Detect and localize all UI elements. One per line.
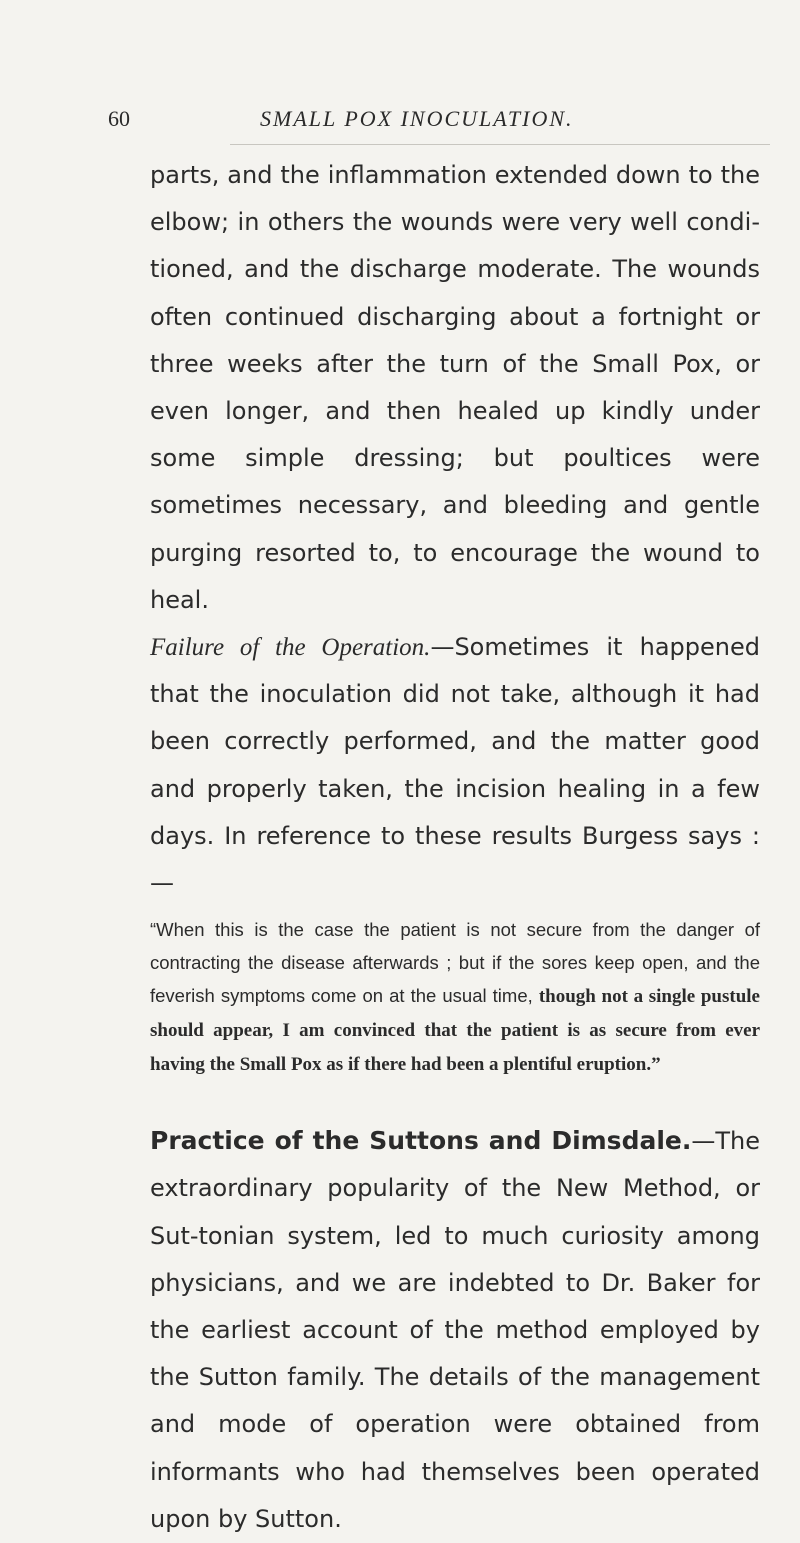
paragraph-suttons-text: —The extraordinary popularity of the New Method, or Sut-tonian system, led to much curiosity among physicians, and we are indebted to Dr. Baker for the earliest account of the method employed by the Sutton family. The details of the management and mode of operation were obtained from informants who had themselves been operated upon by Sutton.: [150, 1127, 760, 1533]
quote-regular-text: “When this is the case the patient is not secure from the danger of contracting the disease afterwards ; but if the sores keep open, and the feverish symptoms come on at the usual time,: [150, 919, 760, 1007]
paragraph-failure-text: —Sometimes it happened that the inoculation did not take, although it had been correctly performed, and the matter good and properly taken, the incision healing in a few days. In reference to these results Burgess says :—: [150, 633, 760, 898]
running-head: [108, 106, 768, 136]
running-title: SMALL POX INOCULATION.: [260, 106, 574, 131]
section-lead-failure: Failure of the Operation.: [150, 634, 431, 662]
quote-bold-text: though not a single pustule should appear, I am convinced that the patient is as secure from ever having the Small Pox as if there had been a plentiful eruption.”: [150, 986, 760, 1076]
paragraph-failure-of-operation: [150, 624, 760, 907]
section-heading-suttons: Practice of the Suttons and Dimsdale.: [150, 1126, 692, 1156]
page-number: 60: [108, 106, 130, 131]
body-text: [150, 152, 760, 1543]
paragraph-wound-healing: parts, and the inflammation extended down to the elbow; in others the wounds were very well condi-tioned, and the discharge moderate. The wounds often continued discharging about a fortnight or three weeks after the turn of the Small Pox, or even longer, and then healed up kindly under some simple dressing; but poultices were sometimes necessary, and bleeding and gentle purging resorted to, to encourage the wound to heal.: [150, 161, 760, 614]
paragraph-suttons-dimsdale: [150, 1117, 760, 1543]
burgess-quotation: [150, 913, 760, 1081]
header-rule: [230, 144, 770, 145]
